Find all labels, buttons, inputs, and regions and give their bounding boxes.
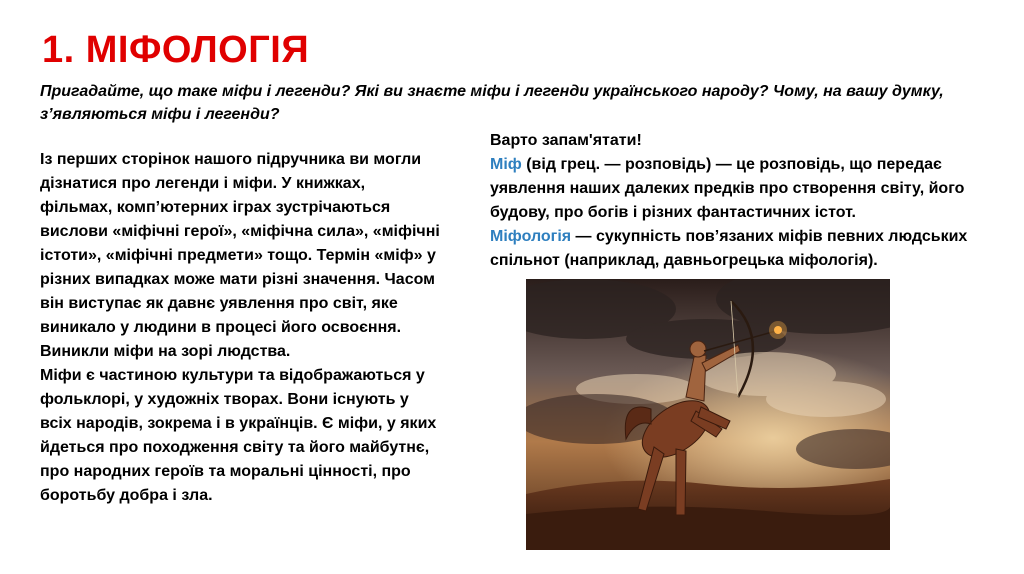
centaur-archer-illustration [526,279,890,550]
myth-term: Міф [490,156,522,173]
mythology-term: Міфологія [490,228,572,245]
remember-heading: Варто запам'ятати! [490,132,642,149]
centaur-archer-image [526,279,890,550]
mythology-definition [490,225,1010,273]
mythology-definition-text: — сукупність пов’язаних міфів певних людських спільнот (наприклад, давньогрецька міфологія). [490,228,968,269]
slide-title: 1. МІФОЛОГІЯ [42,29,310,71]
body-text-column [40,148,440,508]
myth-definition-text: (від грец. — розповідь) — це розповідь, що передає уявлення наших далеких предків про створення світу, його будову, про богів і різних фантастичних істот. [490,156,965,221]
body-paragraph-myths-in-culture: Міфи є частиною культури та відображаються у фольклорі, у художніх творах. Вони існують у всіх народів, зокрема і в українців. Є міфи, у яких йдеться про походження світу та його майбутнє, про народних героїв та моральні цінності, про боротьбу добра і зла. [40,367,437,504]
remember-box [490,129,1010,273]
body-paragraph-origin-of-myths: Із перших сторінок нашого підручника ви могли дізнатися про легенди і міфи. У книжках, фільмах, комп’ютерних іграх зустрічаються вислови «міфічні герої», «міфічна сила», «міфічні істоти», «міфічні предмети» тощо. Термін «міф» у різних випадках може мати різні значення. Часом він виступає як давнє уявлення про світ, яке виникало у людини в процесі його освоєння. Виникли міфи на зорі людства. [40,151,440,360]
intro-questions: Пригадайте, що таке міфи і легенди? Які ви знаєте міфи і легенди українського народу? Чому, на вашу думку, з’являються міфи і легенди? [40,83,944,123]
myth-definition [490,153,1010,225]
